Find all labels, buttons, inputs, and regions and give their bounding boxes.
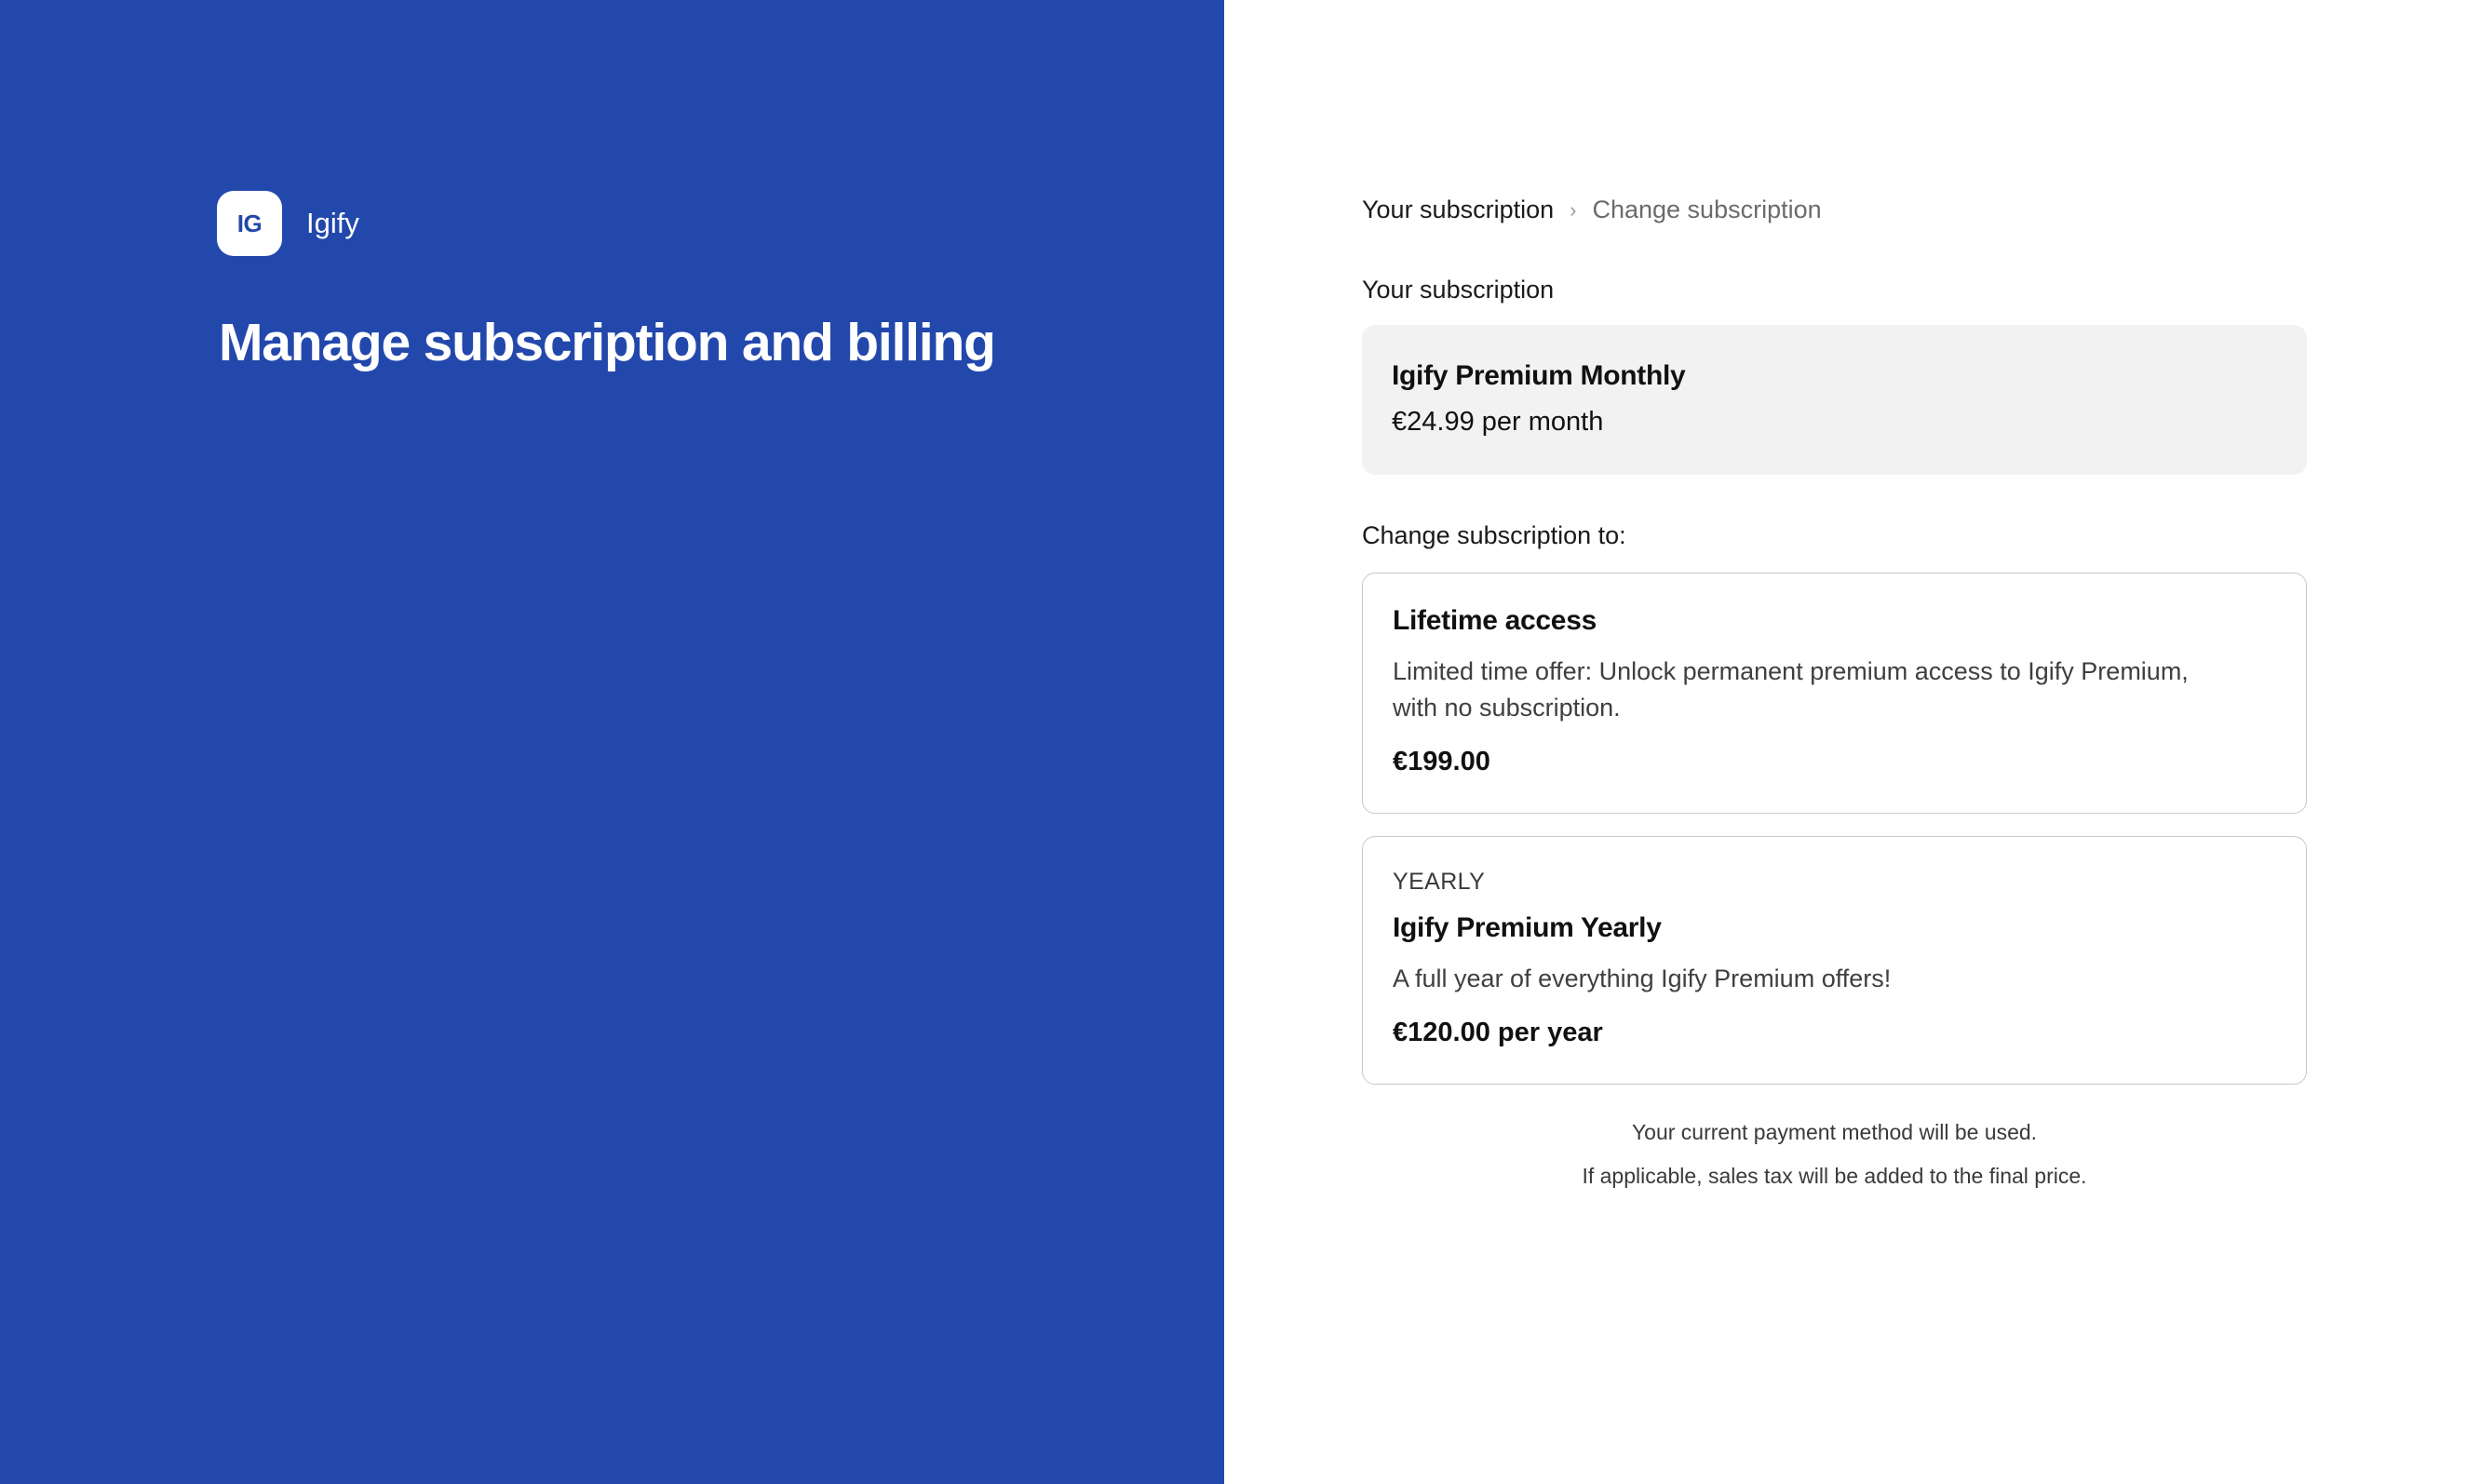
brand-row bbox=[217, 191, 359, 256]
page-title: Manage subscription and billing bbox=[219, 313, 995, 372]
branding-panel bbox=[0, 0, 1224, 1484]
plan-description: A full year of everything Igify Premium offers! bbox=[1393, 964, 1892, 992]
plan-price: €120.00 per year bbox=[1393, 1017, 1603, 1047]
app-logo-text: IG bbox=[236, 209, 263, 237]
plan-eyebrow: YEARLY bbox=[1393, 868, 1486, 895]
footnotes bbox=[1362, 1116, 2307, 1194]
your-subscription-label: Your subscription bbox=[1362, 276, 1555, 304]
breadcrumb-current: Change subscription bbox=[1592, 196, 1822, 223]
change-subscription-label: Change subscription to: bbox=[1362, 521, 1626, 549]
breadcrumb-link-your-subscription[interactable]: Your subscription bbox=[1362, 196, 1555, 223]
chevron-right-icon: › bbox=[1570, 197, 1577, 222]
plan-option-lifetime[interactable] bbox=[1362, 573, 2307, 814]
plan-title: Igify Premium Yearly bbox=[1393, 911, 1662, 943]
current-plan-card bbox=[1362, 325, 2307, 475]
main-panel bbox=[1224, 0, 2480, 1484]
plan-title: Lifetime access bbox=[1393, 605, 1597, 636]
current-plan-title: Igify Premium Monthly bbox=[1392, 360, 1686, 391]
plan-price: €199.00 bbox=[1393, 746, 1490, 776]
brand-name: Igify bbox=[306, 207, 359, 239]
current-plan-price: €24.99 per month bbox=[1392, 407, 1604, 437]
plan-description: Limited time offer: Unlock permanent premium access to Igify Premium, with no subscription. bbox=[1393, 657, 2189, 722]
footnote-sales-tax: If applicable, sales tax will be added to the final price. bbox=[1582, 1164, 2087, 1189]
plan-option-yearly[interactable] bbox=[1362, 836, 2307, 1085]
breadcrumb bbox=[1362, 196, 2307, 224]
footnote-payment-method: Your current payment method will be used. bbox=[1631, 1119, 2038, 1144]
app-logo-icon bbox=[217, 191, 282, 256]
content-column bbox=[1362, 196, 2307, 1205]
